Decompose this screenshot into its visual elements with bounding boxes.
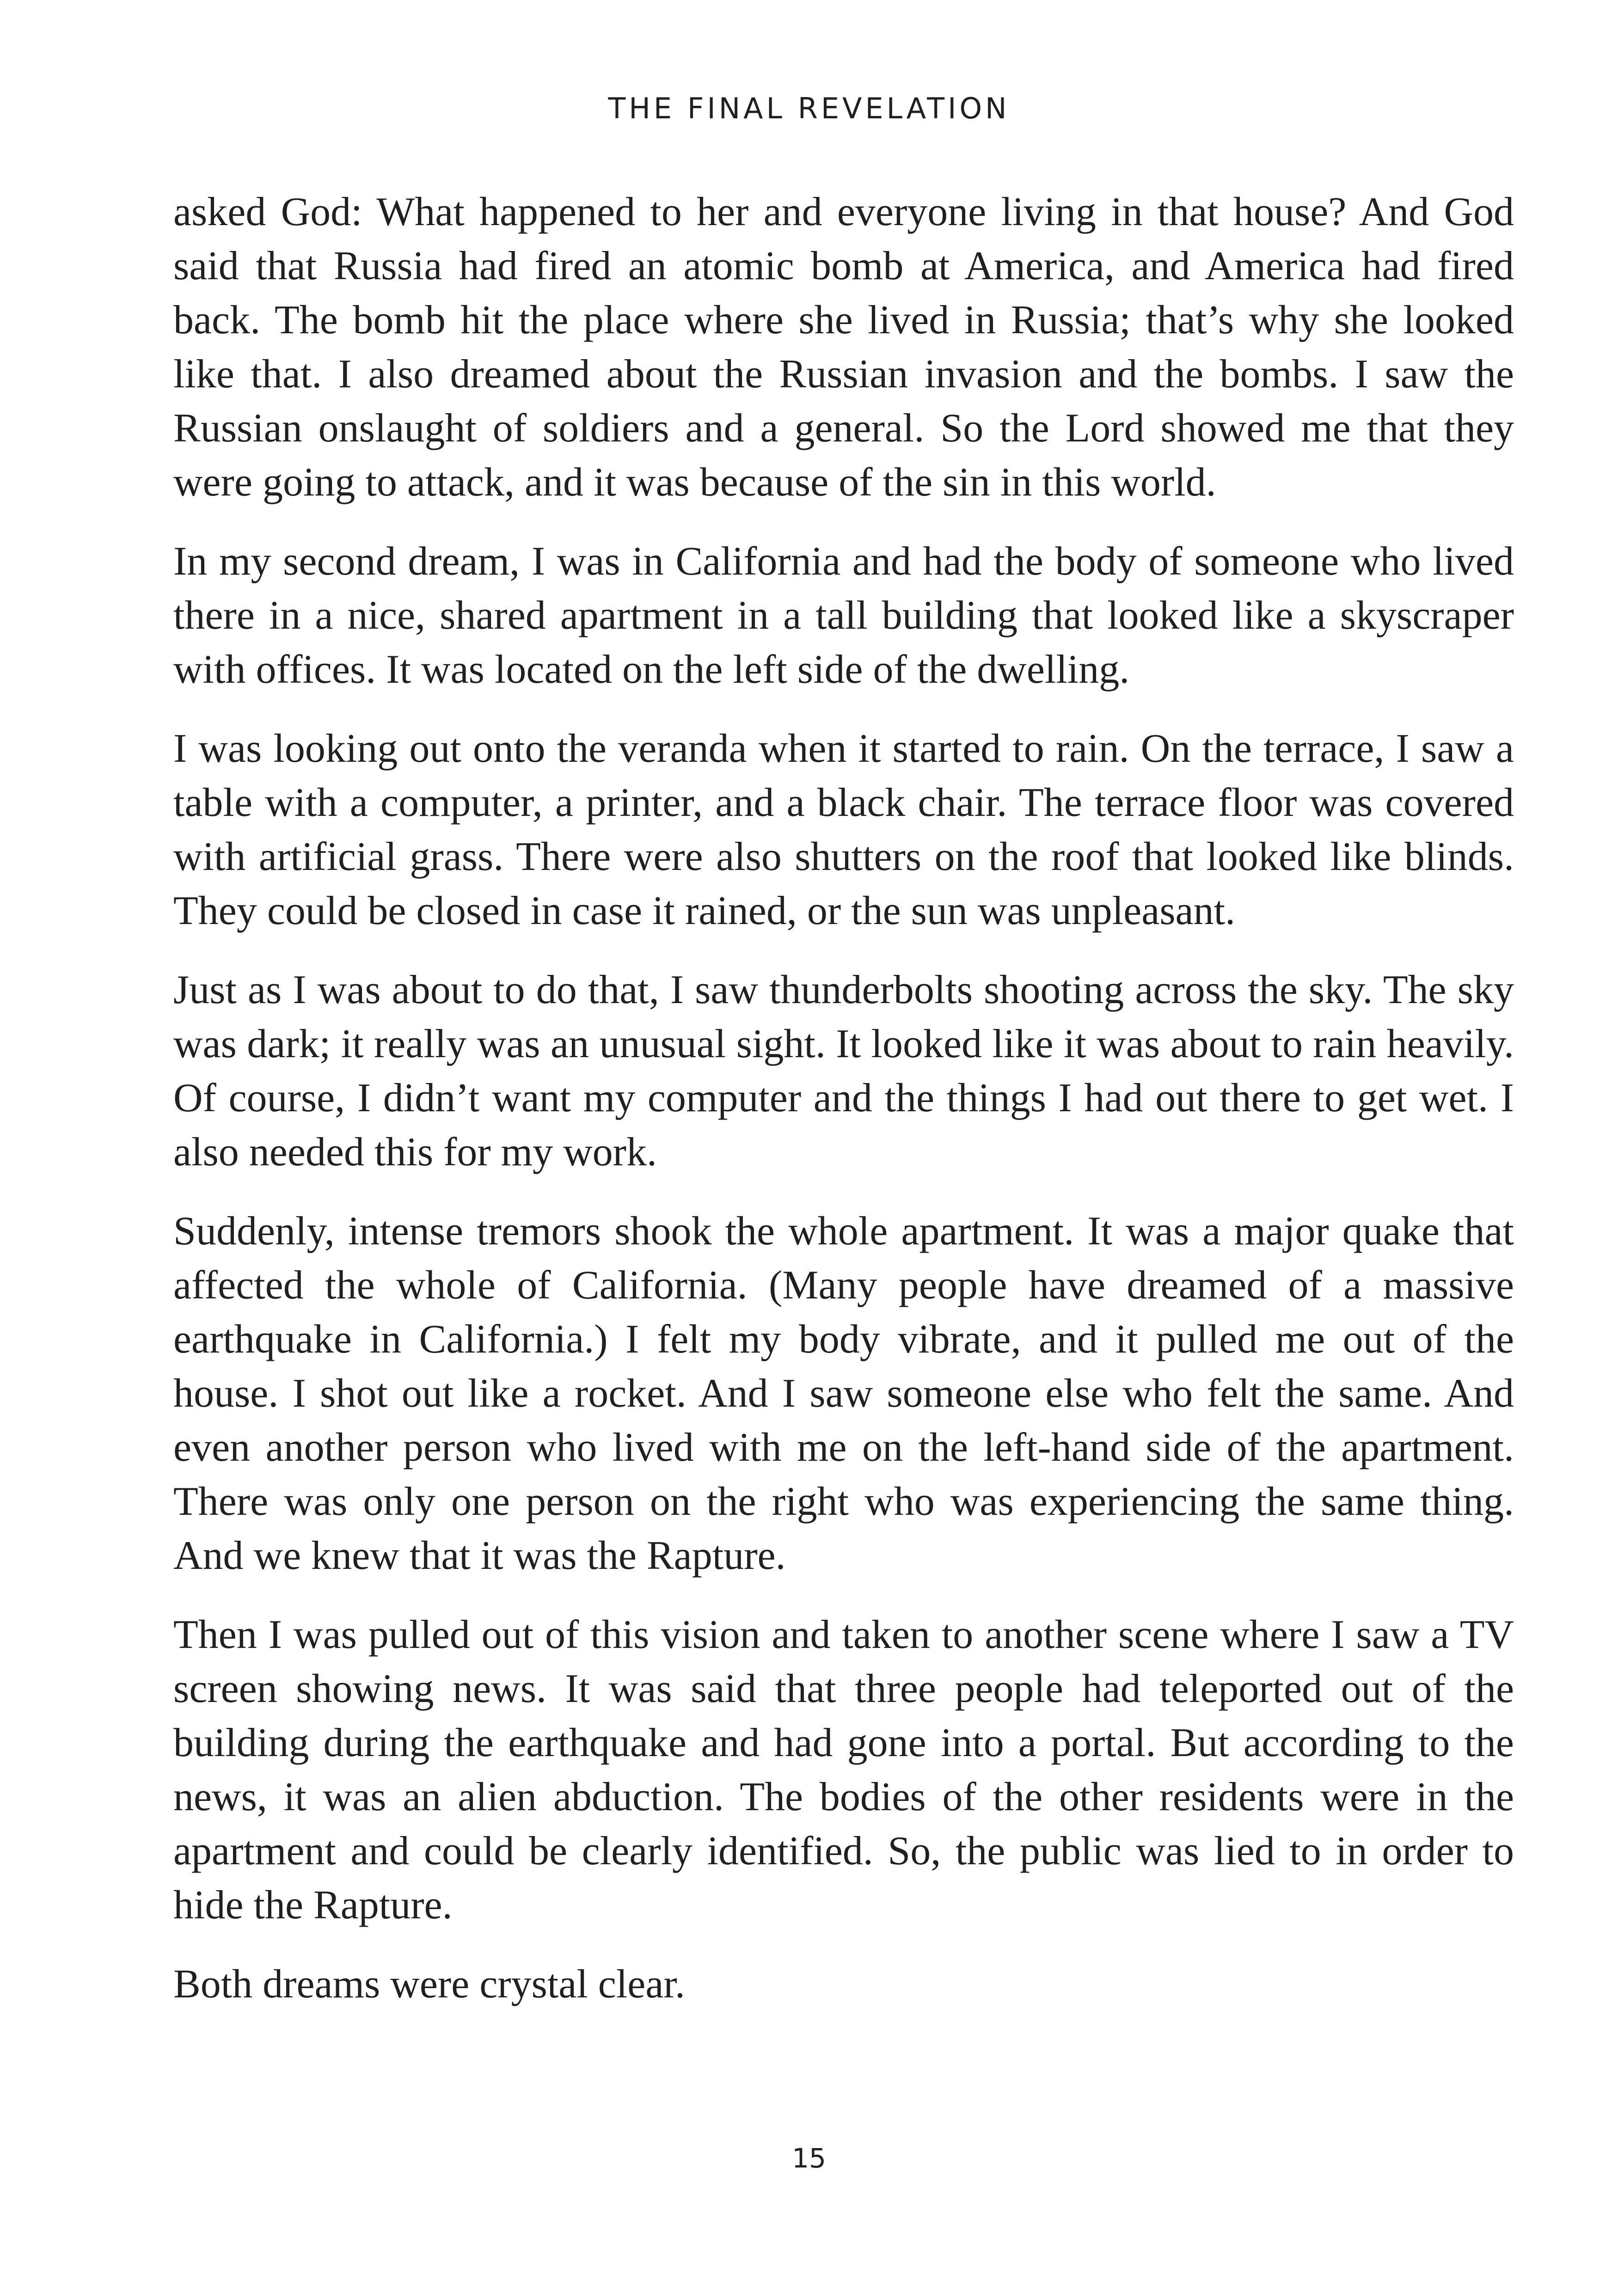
body-text [173, 185, 1514, 2036]
paragraph-3: I was looking out onto the veranda when it started to rain. On the terrace, I saw a table with a computer, a printer, and a black chair. The terrace floor was covered with artificial grass. There were also shutters on the roof that looked like blinds. They could be closed in case it rained, or the sun was unpleasant. [173, 726, 1514, 933]
paragraph-7: Both dreams were crystal clear. [173, 1962, 685, 2007]
paragraph-6: Then I was pulled out of this vision and taken to another scene where I saw a TV screen showing news. It was said that three people had teleported out of the building during the earthquake and had gone into a portal. But according to the news, it was an alien abduction. The bodies of the other residents were in the apartment and could be clearly identified. So, the public was lied to in order to hide the Rapture. [173, 1612, 1514, 1928]
paragraph-4: Just as I was about to do that, I saw thunderbolts shooting across the sky. The sky was dark; it really was an unusual sight. It looked like it was about to rain heavily. Of course, I didn’t want my computer and the things I had out there to get wet. I also needed this for my work. [173, 967, 1514, 1175]
page-number: 15 [792, 2143, 826, 2174]
running-header-title: THE FINAL REVELATION [608, 92, 1010, 125]
paragraph-5: Suddenly, intense tremors shook the whole apartment. It was a major quake that affected the whole of California. (Many people have dreamed of a massive earthquake in California.) I felt my body vibrate, and it pulled me out of the house. I shot out like a rocket. And I saw someone else who felt the same. And even another person who lived with me on the left-hand side of the apartment. There was only one person on the right who was experiencing the same thing. And we knew that it was the Rapture. [173, 1209, 1514, 1578]
paragraph-1: asked God: What happened to her and everyone living in that house? And God said that Russia had fired an atomic bomb at America, and America had fired back. The bomb hit the place where she lived in Russia; that’s why she looked like that. I also dreamed about the Russian invasion and the bombs. I saw the Russian onslaught of soldiers and a general. So the Lord showed me that they were going to attack, and it was because of the sin in this world. [173, 190, 1514, 505]
paragraph-2: In my second dream, I was in California and had the body of someone who lived there in a nice, shared apartment in a tall building that looked like a skyscraper with offices. It was located on the left side of the dwelling. [173, 539, 1514, 692]
